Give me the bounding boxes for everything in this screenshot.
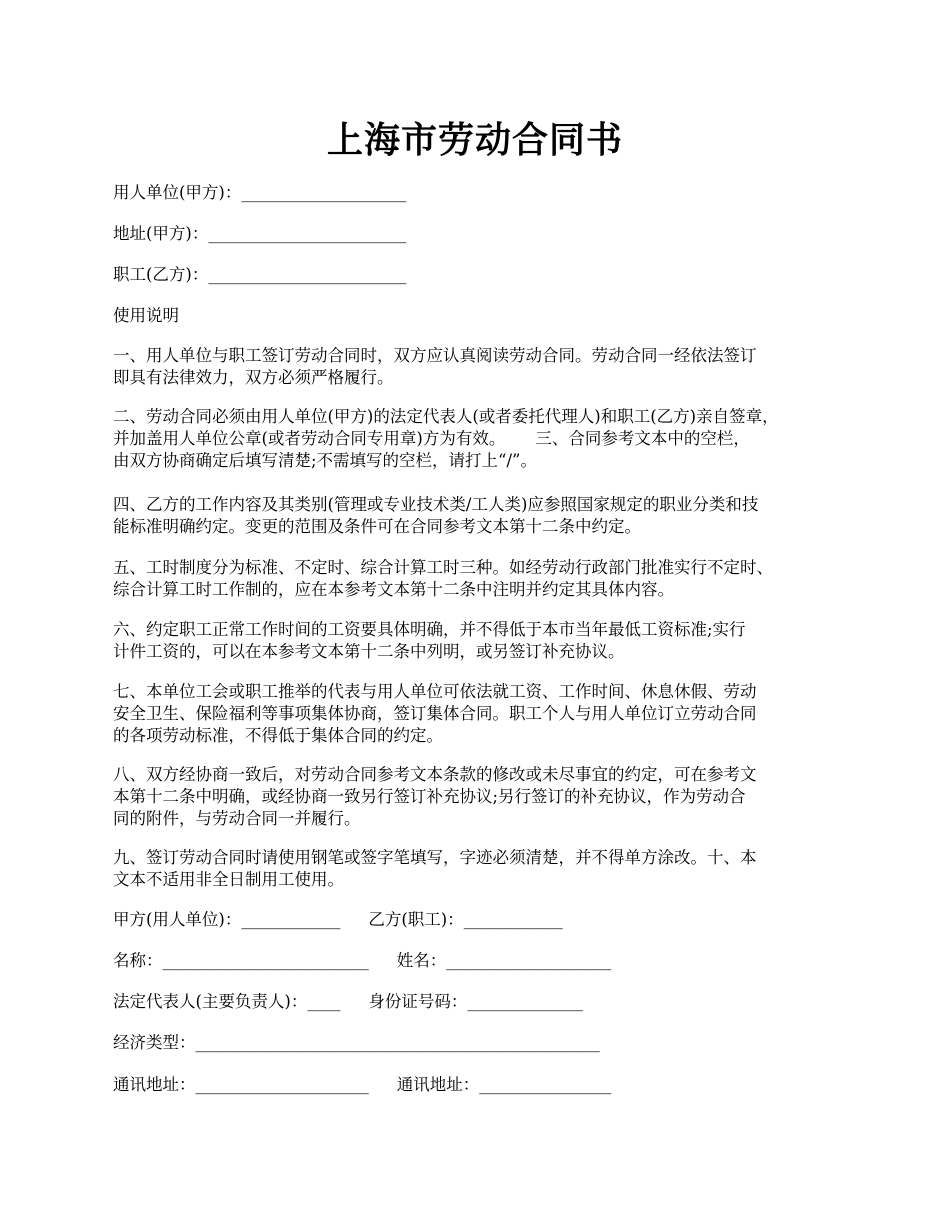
paragraph-line: 文本不适用非全日制用工使用。: [113, 870, 344, 889]
address-b-field: 通讯地址：________________: [396, 1075, 612, 1094]
signature-row-ids: [113, 991, 583, 1013]
paragraph-line: 即具有法律效力，双方必须严格履行。: [113, 368, 394, 387]
paragraph-line: 综合计算工时工作制的，应在本参考文本第十二条中注明并约定其具体内容。: [113, 580, 674, 599]
instruction-paragraph-5: [113, 557, 853, 601]
legal-representative-field: 法定代表人(主要负责人)：____: [113, 992, 341, 1011]
signature-row-addresses: [113, 1074, 611, 1096]
address-a-field: 通讯地址：_____________________: [113, 1075, 369, 1094]
instruction-paragraph-1: [113, 345, 853, 389]
paragraph-line: 能标准明确约定。变更的范围及条件可在合同参考文本第十二条中约定。: [113, 517, 641, 536]
instruction-paragraph-2: [113, 406, 853, 472]
paragraph-line: 计件工资的，可以在本参考文本第十二条中列明，或另签订补充协议。: [113, 642, 625, 661]
paragraph-line: 同的附件，与劳动合同一并履行。: [113, 809, 361, 828]
company-name-field: 名称：_________________________: [113, 951, 369, 970]
address-field: 地址(甲方)：________________________: [113, 224, 407, 243]
paragraph-line: 八、双方经协商一致后，对劳动合同参考文本条款的修改或未尽事宜的约定，可在参考文: [113, 765, 757, 784]
signature-row-names: [113, 950, 611, 972]
paragraph-line: 六、约定职工正常工作时间的工资要具体明确，并不得低于本市当年最低工资标准;实行: [113, 620, 746, 639]
paragraph-line: 安全卫生、保险福利等事项集体协商，签订集体合同。职工个人与用人单位订立劳动合同: [113, 704, 757, 723]
instruction-paragraph-7: [113, 681, 853, 747]
instruction-paragraph-6: [113, 619, 853, 663]
signature-row-parties: [113, 909, 563, 931]
economic-type-field: 经济类型：_________________________________________________: [113, 1033, 600, 1052]
id-number-field: 身份证号码：______________: [368, 992, 583, 1011]
person-name-field: 姓名：____________________: [396, 951, 612, 970]
paragraph-line: 二、劳动合同必须由用人单位(甲方)的法定代表人(或者委托代理人)和职工(乙方)亲自签章，: [113, 407, 779, 426]
paragraph-line: 的各项劳动标准，不得低于集体合同的约定。: [113, 726, 443, 745]
paragraph-line: 五、工时制度分为标准、不定时、综合计算工时三种。如经劳动行政部门批准实行不定时、: [113, 558, 773, 577]
paragraph-line: 四、乙方的工作内容及其类别(管理或专业技术类/工人类)应参照国家规定的职业分类和技: [113, 495, 759, 514]
party-a-field: 甲方(用人单位)：____________: [113, 910, 341, 929]
employer-field: 用人单位(甲方)：____________________: [113, 183, 407, 202]
instructions-heading: 使用说明: [113, 306, 179, 325]
paragraph-line: 七、本单位工会或职工推举的代表与用人单位可依法就工资、工作时间、休息休假、劳动: [113, 682, 757, 701]
paragraph-line: 一、用人单位与职工签订劳动合同时，双方应认真阅读劳动合同。劳动合同一经依法签订: [113, 346, 757, 365]
paragraph-line: 并加盖用人单位公章(或者劳动合同专用章)方为有效。 三、合同参考文本中的空栏，: [113, 429, 750, 448]
party-b-field: 乙方(职工)：____________: [368, 910, 563, 929]
employee-field: 职工(乙方)：________________________: [113, 265, 407, 284]
paragraph-line: 由双方协商确定后填写清楚;不需填写的空栏，请打上“/”。: [113, 451, 537, 470]
instruction-paragraph-9: [113, 847, 853, 891]
paragraph-line: 本第十二条中明确，或经协商一致另行签订补充协议;另行签订的补充协议，作为劳动合: [113, 787, 746, 806]
instruction-paragraph-4: [113, 494, 853, 538]
document-title: 上海市劳动合同书: [326, 119, 623, 161]
instruction-paragraph-8: [113, 764, 853, 830]
paragraph-line: 九、签订劳动合同时请使用钢笔或签字笔填写，字迹必须清楚，并不得单方涂改。十、本: [113, 848, 757, 867]
